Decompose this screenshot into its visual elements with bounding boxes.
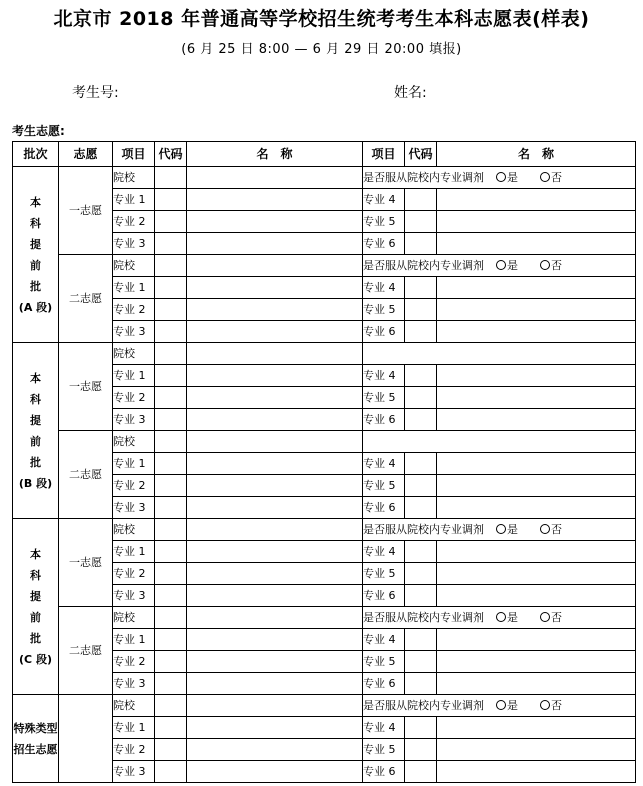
- batch-label-line: 前: [30, 258, 41, 272]
- yes-radio-icon[interactable]: [496, 172, 506, 182]
- item-label: 院校: [113, 431, 155, 453]
- yes-radio-icon[interactable]: [496, 524, 506, 534]
- adjust-cell[interactable]: [363, 519, 636, 541]
- table-row: [13, 431, 636, 453]
- no-label: 否: [551, 699, 562, 712]
- batch-label-line: 科: [30, 216, 41, 230]
- item-label: 专业 3: [113, 761, 155, 783]
- name-cell[interactable]: [437, 541, 636, 563]
- wish-label: 一志愿: [59, 343, 113, 431]
- name-cell[interactable]: [437, 673, 636, 695]
- batch-label-line: 本: [30, 195, 41, 209]
- item-label: 专业 6: [363, 761, 405, 783]
- item-label: 专业 2: [113, 211, 155, 233]
- yes-label: 是: [507, 611, 518, 624]
- code-cell[interactable]: [155, 233, 187, 255]
- code-cell[interactable]: [405, 233, 437, 255]
- form-subtitle: (6 月 25 日 8:00 — 6 月 29 日 20:00 填报): [181, 42, 462, 57]
- batch-label-line: 科: [30, 392, 41, 406]
- code-cell[interactable]: [405, 497, 437, 519]
- section-label: 考生志愿:: [12, 124, 65, 138]
- header-item-right: 项目: [363, 142, 405, 167]
- name-cell[interactable]: [187, 717, 363, 739]
- code-cell[interactable]: [405, 717, 437, 739]
- item-label: 院校: [113, 167, 155, 189]
- name-cell[interactable]: [187, 277, 363, 299]
- candidate-name-label: 姓名:: [394, 85, 427, 101]
- name-cell[interactable]: [437, 409, 636, 431]
- item-label: 院校: [113, 255, 155, 277]
- code-cell[interactable]: [405, 739, 437, 761]
- name-cell[interactable]: [187, 321, 363, 343]
- name-cell[interactable]: [187, 255, 363, 277]
- batch-label-line: 招生志愿: [13, 742, 58, 756]
- header-name-right: 名 称: [437, 142, 636, 167]
- name-cell[interactable]: [187, 387, 363, 409]
- code-cell[interactable]: [155, 211, 187, 233]
- batch-label-line: 批: [30, 279, 41, 293]
- item-label: 专业 5: [363, 387, 405, 409]
- name-cell[interactable]: [437, 299, 636, 321]
- code-cell[interactable]: [155, 607, 187, 629]
- batch-label-line: 提: [30, 413, 41, 427]
- wish-label: 一志愿: [59, 519, 113, 607]
- application-table: [12, 141, 636, 783]
- item-label: 专业 2: [113, 475, 155, 497]
- adjust-cell[interactable]: [363, 607, 636, 629]
- code-cell[interactable]: [155, 475, 187, 497]
- code-cell[interactable]: [405, 651, 437, 673]
- code-cell[interactable]: [155, 497, 187, 519]
- header-code-right: 代码: [405, 142, 437, 167]
- adjust-cell[interactable]: [363, 167, 636, 189]
- item-label: 专业 4: [363, 717, 405, 739]
- name-cell[interactable]: [187, 299, 363, 321]
- item-label: 专业 1: [113, 717, 155, 739]
- name-cell[interactable]: [187, 563, 363, 585]
- code-cell[interactable]: [405, 761, 437, 783]
- code-cell[interactable]: [155, 563, 187, 585]
- code-cell[interactable]: [155, 695, 187, 717]
- wish-label: 二志愿: [59, 431, 113, 519]
- no-label: 否: [551, 259, 562, 272]
- yes-label: 是: [507, 259, 518, 272]
- batch-label-line: 批: [30, 455, 41, 469]
- item-label: 专业 4: [363, 541, 405, 563]
- name-cell[interactable]: [187, 695, 363, 717]
- name-cell[interactable]: [187, 607, 363, 629]
- name-cell[interactable]: [437, 189, 636, 211]
- name-cell[interactable]: [437, 761, 636, 783]
- code-cell[interactable]: [155, 717, 187, 739]
- name-cell[interactable]: [437, 585, 636, 607]
- no-radio-icon[interactable]: [540, 172, 550, 182]
- name-cell[interactable]: [437, 475, 636, 497]
- batch-label-line: 本: [30, 547, 41, 561]
- table-row: [13, 607, 636, 629]
- item-label: 专业 1: [113, 277, 155, 299]
- item-label: 专业 4: [363, 453, 405, 475]
- item-label: 专业 1: [113, 453, 155, 475]
- table-row: [13, 519, 636, 541]
- item-label: 专业 6: [363, 497, 405, 519]
- item-label: 专业 3: [113, 497, 155, 519]
- item-label: 专业 4: [363, 629, 405, 651]
- batch-label: [13, 695, 59, 783]
- code-cell[interactable]: [155, 431, 187, 453]
- batch-label-line: 提: [30, 589, 41, 603]
- item-label: 专业 3: [113, 585, 155, 607]
- batch-label-line: (B 段): [18, 476, 53, 490]
- item-label: 院校: [113, 695, 155, 717]
- batch-label-line: 前: [30, 610, 41, 624]
- batch-label-line: 提: [30, 237, 41, 251]
- code-cell[interactable]: [155, 277, 187, 299]
- adjust-cell[interactable]: [363, 695, 636, 717]
- code-cell[interactable]: [155, 585, 187, 607]
- batch-label: [13, 167, 59, 343]
- item-label: 专业 2: [113, 387, 155, 409]
- code-cell[interactable]: [155, 167, 187, 189]
- code-cell[interactable]: [155, 519, 187, 541]
- code-cell[interactable]: [405, 629, 437, 651]
- code-cell[interactable]: [155, 365, 187, 387]
- name-cell[interactable]: [187, 673, 363, 695]
- code-cell[interactable]: [155, 453, 187, 475]
- code-cell[interactable]: [405, 189, 437, 211]
- batch-label-line: 特殊类型: [13, 721, 58, 735]
- item-label: 院校: [113, 519, 155, 541]
- name-cell[interactable]: [187, 409, 363, 431]
- name-cell[interactable]: [437, 365, 636, 387]
- header-code-left: 代码: [155, 142, 187, 167]
- item-label: 专业 3: [113, 673, 155, 695]
- code-cell[interactable]: [405, 211, 437, 233]
- item-label: 专业 1: [113, 365, 155, 387]
- code-cell[interactable]: [405, 563, 437, 585]
- adjust-question: 是否服从院校内专业调剂: [363, 171, 484, 184]
- batch-label-line: (C 段): [19, 652, 52, 666]
- name-cell[interactable]: [437, 211, 636, 233]
- name-cell[interactable]: [437, 563, 636, 585]
- item-label: 专业 6: [363, 409, 405, 431]
- name-cell[interactable]: [187, 761, 363, 783]
- name-cell[interactable]: [437, 717, 636, 739]
- yes-label: 是: [507, 523, 518, 536]
- table-row: [13, 167, 636, 189]
- item-label: 专业 5: [363, 739, 405, 761]
- code-cell[interactable]: [155, 255, 187, 277]
- name-cell[interactable]: [437, 629, 636, 651]
- code-cell[interactable]: [155, 189, 187, 211]
- adjust-question: 是否服从院校内专业调剂: [363, 699, 484, 712]
- no-radio-icon[interactable]: [540, 612, 550, 622]
- code-cell[interactable]: [155, 541, 187, 563]
- name-cell[interactable]: [187, 497, 363, 519]
- code-cell[interactable]: [155, 343, 187, 365]
- name-cell[interactable]: [187, 739, 363, 761]
- item-label: 专业 6: [363, 233, 405, 255]
- item-label: 专业 4: [363, 365, 405, 387]
- batch-label-line: (A 段): [18, 300, 53, 314]
- header-item-left: 项目: [113, 142, 155, 167]
- name-cell[interactable]: [187, 519, 363, 541]
- adjust-question: 是否服从院校内专业调剂: [363, 259, 484, 272]
- name-cell[interactable]: [437, 233, 636, 255]
- item-label: 专业 5: [363, 563, 405, 585]
- item-label: 专业 6: [363, 321, 405, 343]
- item-label: 专业 2: [113, 651, 155, 673]
- code-cell[interactable]: [155, 321, 187, 343]
- item-label: 专业 5: [363, 475, 405, 497]
- name-cell[interactable]: [437, 453, 636, 475]
- adjust-question: 是否服从院校内专业调剂: [363, 611, 484, 624]
- header-name-left: 名 称: [187, 142, 363, 167]
- no-radio-icon[interactable]: [540, 260, 550, 270]
- header-wish: 志愿: [59, 142, 113, 167]
- item-label: 专业 1: [113, 541, 155, 563]
- item-label: 专业 2: [113, 563, 155, 585]
- code-cell[interactable]: [405, 299, 437, 321]
- adjust-cell[interactable]: [363, 255, 636, 277]
- batch-label: [13, 519, 59, 695]
- no-radio-icon[interactable]: [540, 524, 550, 534]
- name-cell[interactable]: [437, 739, 636, 761]
- adjust-cell: [363, 431, 636, 453]
- batch-label-line: 前: [30, 434, 41, 448]
- batch-label: [13, 343, 59, 519]
- code-cell[interactable]: [155, 409, 187, 431]
- form-title: 北京市 2018 年普通高等学校招生统考考生本科志愿表(样表): [53, 8, 590, 30]
- no-label: 否: [551, 523, 562, 536]
- code-cell[interactable]: [405, 453, 437, 475]
- item-label: 专业 5: [363, 651, 405, 673]
- item-label: 专业 5: [363, 299, 405, 321]
- code-cell[interactable]: [155, 651, 187, 673]
- wish-label: 二志愿: [59, 607, 113, 695]
- name-cell[interactable]: [187, 167, 363, 189]
- table-header-row: [13, 142, 636, 167]
- name-cell[interactable]: [187, 453, 363, 475]
- item-label: 专业 3: [113, 233, 155, 255]
- batch-label-line: 本: [30, 371, 41, 385]
- code-cell[interactable]: [155, 299, 187, 321]
- name-cell[interactable]: [187, 629, 363, 651]
- yes-radio-icon[interactable]: [496, 260, 506, 270]
- yes-radio-icon[interactable]: [496, 612, 506, 622]
- name-cell[interactable]: [437, 321, 636, 343]
- name-cell[interactable]: [187, 431, 363, 453]
- item-label: 专业 6: [363, 673, 405, 695]
- code-cell[interactable]: [405, 673, 437, 695]
- code-cell[interactable]: [405, 321, 437, 343]
- no-label: 否: [551, 611, 562, 624]
- header-batch: 批次: [13, 142, 59, 167]
- name-cell[interactable]: [187, 475, 363, 497]
- name-cell[interactable]: [187, 585, 363, 607]
- item-label: 专业 4: [363, 189, 405, 211]
- name-cell[interactable]: [187, 365, 363, 387]
- code-cell[interactable]: [405, 585, 437, 607]
- no-radio-icon[interactable]: [540, 700, 550, 710]
- code-cell[interactable]: [155, 739, 187, 761]
- item-label: 专业 3: [113, 409, 155, 431]
- name-cell[interactable]: [437, 497, 636, 519]
- code-cell[interactable]: [155, 761, 187, 783]
- item-label: 专业 4: [363, 277, 405, 299]
- adjust-cell: [363, 343, 636, 365]
- table-row: [13, 695, 636, 717]
- name-cell[interactable]: [187, 541, 363, 563]
- name-cell[interactable]: [437, 651, 636, 673]
- item-label: 专业 2: [113, 739, 155, 761]
- item-label: 专业 3: [113, 321, 155, 343]
- code-cell[interactable]: [155, 629, 187, 651]
- code-cell[interactable]: [405, 365, 437, 387]
- code-cell[interactable]: [405, 387, 437, 409]
- name-cell[interactable]: [187, 651, 363, 673]
- batch-label-line: 科: [30, 568, 41, 582]
- item-label: 专业 1: [113, 189, 155, 211]
- wish-label: 二志愿: [59, 255, 113, 343]
- item-label: 院校: [113, 343, 155, 365]
- code-cell[interactable]: [405, 409, 437, 431]
- table-row: [13, 343, 636, 365]
- name-cell[interactable]: [187, 343, 363, 365]
- yes-radio-icon[interactable]: [496, 700, 506, 710]
- code-cell[interactable]: [155, 387, 187, 409]
- code-cell[interactable]: [405, 277, 437, 299]
- code-cell[interactable]: [405, 475, 437, 497]
- item-label: 院校: [113, 607, 155, 629]
- adjust-question: 是否服从院校内专业调剂: [363, 523, 484, 536]
- no-label: 否: [551, 171, 562, 184]
- name-cell[interactable]: [187, 233, 363, 255]
- code-cell[interactable]: [405, 541, 437, 563]
- candidate-number-label: 考生号:: [72, 85, 119, 101]
- wish-label: [59, 695, 113, 783]
- code-cell[interactable]: [155, 673, 187, 695]
- yes-label: 是: [507, 699, 518, 712]
- table-row: [13, 255, 636, 277]
- item-label: 专业 1: [113, 629, 155, 651]
- name-cell[interactable]: [437, 387, 636, 409]
- yes-label: 是: [507, 171, 518, 184]
- name-cell[interactable]: [437, 277, 636, 299]
- batch-label-line: 批: [30, 631, 41, 645]
- wish-label: 一志愿: [59, 167, 113, 255]
- item-label: 专业 6: [363, 585, 405, 607]
- item-label: 专业 5: [363, 211, 405, 233]
- name-cell[interactable]: [187, 189, 363, 211]
- name-cell[interactable]: [187, 211, 363, 233]
- item-label: 专业 2: [113, 299, 155, 321]
